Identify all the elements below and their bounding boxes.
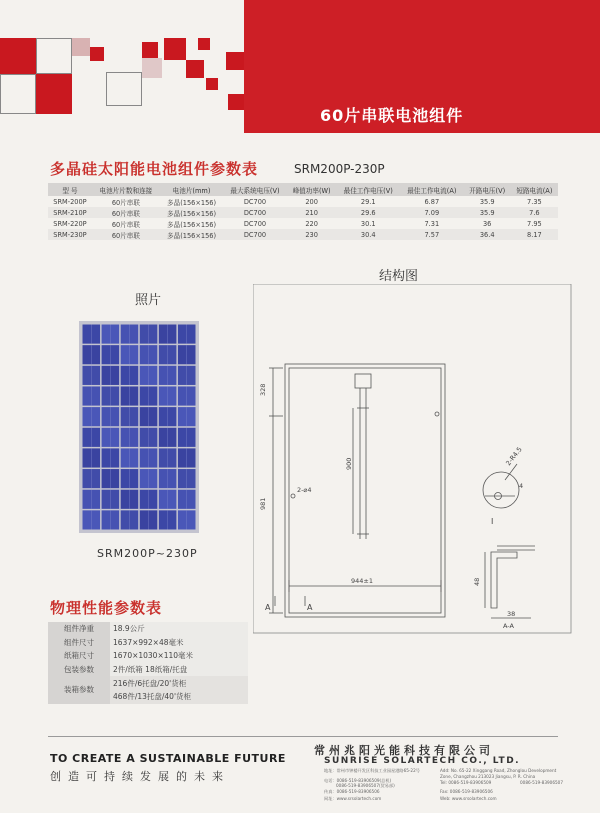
detail-roman: I: [491, 517, 494, 526]
deco-square: [142, 58, 162, 78]
dim-981: 981: [259, 497, 267, 510]
table-cell: 30.4: [336, 229, 400, 240]
table-row: [48, 229, 558, 240]
table-cell: 多晶(156×156): [167, 198, 217, 207]
col-header: 最大系统电压(V): [223, 183, 287, 196]
tel-en-2: 0086-519-83906507: [520, 780, 563, 785]
tel-en: Tel: 0086-519-83906509: [440, 780, 492, 785]
fax-en: Fax: 0086-519-83906506: [440, 789, 493, 794]
table-cell: SRM-230P: [48, 229, 92, 240]
table-cell: 36: [482, 219, 492, 228]
deco-square: [228, 94, 244, 110]
address-en: Add: No. 65-22 Xinggang Road, Zhonglou Development: [440, 768, 557, 773]
footer-divider: [48, 736, 558, 737]
dim-38: 38: [507, 610, 516, 618]
table-cell: 多晶(156×156): [160, 229, 223, 240]
table-cell: 29.6: [336, 207, 400, 218]
mount-hole: [435, 412, 439, 416]
dim-900: 900: [345, 457, 353, 470]
table-cell: DC700: [223, 207, 287, 218]
params-table: [48, 183, 558, 240]
photo-label: 照片: [135, 293, 162, 308]
col-header: 最佳工作电流(A): [400, 183, 464, 196]
drawing-frame: [253, 284, 571, 633]
solar-panel-photo: [79, 321, 199, 533]
table-cell: 200: [305, 197, 318, 206]
table-cell: SRM-210P: [48, 207, 92, 218]
deco-square: [72, 38, 90, 56]
section-a-right: A: [307, 603, 313, 612]
table-cell: 210: [287, 207, 337, 218]
dim-48: 48: [473, 577, 481, 586]
table-row: [48, 649, 248, 663]
section-a-left: A: [265, 603, 271, 612]
col-header: 型 号: [48, 183, 92, 196]
table-cell: DC700: [243, 219, 267, 228]
table-cell: 30.1: [360, 219, 376, 228]
col-header: 开路电压(V): [464, 183, 511, 196]
phys-key: 组件尺寸: [48, 636, 110, 650]
table-row: [48, 676, 248, 690]
phys-value: 468件/13托盘/40'货柜: [110, 690, 248, 704]
params-title: 多晶硅太阳能电池组件参数表: [50, 160, 259, 178]
table-cell: 230: [287, 229, 337, 240]
table-cell: 35.9: [479, 197, 495, 206]
physical-table: [48, 622, 248, 704]
table-cell: 多晶(156×156): [160, 207, 223, 218]
detail-circle: [483, 472, 519, 508]
address-cn: 地址：常州市钟楼开发区科技工业园星港路65-22号: [324, 768, 420, 773]
table-cell: 60片串联: [111, 220, 140, 229]
table-cell: DC700: [243, 197, 267, 206]
dim-radius: 2-R4.5: [504, 445, 524, 468]
photo-caption: SRM200P~230P: [97, 547, 198, 560]
table-cell: 7.35: [527, 197, 542, 206]
structure-label: 结构图: [379, 269, 419, 284]
junction-box: [355, 374, 371, 388]
col-header: 电池片片数和连接: [92, 183, 160, 196]
phys-key: 组件净重: [48, 622, 110, 636]
table-cell: 8.17: [511, 229, 558, 240]
web-cn: 网址：www.srsolartech.com: [324, 796, 382, 801]
fax-cn: 传真：0086-519-83906506: [324, 789, 380, 794]
deco-square: [90, 47, 104, 61]
slogan-chinese: 创造可持续发展的未来: [50, 770, 230, 783]
phys-value: 1637×992×48毫米: [110, 636, 248, 650]
table-cell: 多晶(156×156): [167, 220, 217, 229]
tel-cn: 电话：0086-519-83906509(总机): [324, 778, 392, 783]
table-cell: SRM-220P: [53, 219, 87, 228]
phys-key: 包装参数: [48, 663, 110, 677]
table-cell: SRM-200P: [53, 197, 87, 206]
table-row: [48, 636, 248, 650]
phys-value: 18.9公斤: [110, 622, 248, 636]
table-cell: 60片串联: [92, 207, 160, 218]
deco-square: [164, 38, 186, 60]
dim-hole: 2-⌀4: [297, 486, 312, 494]
table-row: [48, 207, 558, 218]
table-cell: DC700: [223, 229, 287, 240]
model-range: SRM200P-230P: [294, 162, 385, 176]
address-en-2: Zone, Changzhou 213023 Jiangsu, P. R. China: [440, 774, 536, 779]
table-row: [48, 218, 558, 229]
dim-4: 4: [519, 482, 524, 490]
deco-square: [142, 42, 158, 58]
deco-square: [0, 38, 36, 74]
frame-profile: [491, 552, 517, 608]
deco-square: [206, 78, 218, 90]
phys-key: 纸箱尺寸: [48, 649, 110, 663]
table-cell: 7.95: [527, 219, 542, 228]
physical-title: 物理性能参数表: [50, 599, 163, 617]
deco-square: [36, 38, 72, 74]
dim-328: 328: [259, 383, 267, 396]
tel-cn-2: 0086-519-83906507(贸易部): [336, 783, 395, 788]
col-header: 最佳工作电压(V): [336, 183, 400, 196]
company-name-chinese: 常州兆阳光能科技有限公司: [314, 744, 494, 757]
table-cell: 7.31: [424, 219, 440, 228]
solar-panel-image: [81, 323, 197, 531]
deco-square: [36, 74, 72, 114]
company-name-english: SUNRISE SOLARTECH CO., LTD.: [324, 756, 521, 766]
deco-square: [186, 60, 204, 78]
table-cell: 60片串联: [111, 198, 140, 207]
table-cell: 35.9: [464, 207, 511, 218]
banner-title: 60片串联电池组件: [320, 106, 464, 125]
phys-key: 装箱参数: [48, 676, 110, 703]
table-cell: 7.57: [400, 229, 464, 240]
phys-value: 216件/6托盘/20'货柜: [110, 676, 248, 690]
web-en: Web: www.srsolartech.com: [440, 796, 497, 801]
table-cell: 60片串联: [92, 229, 160, 240]
col-header: 短路电流(A): [511, 183, 558, 196]
table-cell: 36.4: [464, 229, 511, 240]
table-cell: 29.1: [360, 197, 376, 206]
phys-value: 1670×1030×110毫米: [110, 649, 248, 663]
deco-square: [0, 74, 36, 114]
col-header: 电池片(mm): [160, 183, 223, 196]
table-row: [48, 663, 248, 677]
params-header-row: [48, 183, 558, 196]
phys-value: 2件/纸箱 18纸箱/托盘: [110, 663, 248, 677]
table-cell: 7.6: [511, 207, 558, 218]
section-aa: A-A: [503, 622, 514, 630]
col-header: 峰值功率(W): [287, 183, 337, 196]
deco-square: [226, 52, 244, 70]
table-row: [48, 196, 558, 207]
dim-944: 944±1: [351, 577, 373, 585]
table-cell: 220: [305, 219, 318, 228]
table-cell: 7.09: [400, 207, 464, 218]
mount-hole: [291, 494, 295, 498]
deco-square: [198, 38, 210, 50]
deco-square: [106, 72, 142, 106]
structure-drawing: [253, 284, 573, 634]
slogan-english: TO CREATE A SUSTAINABLE FUTURE: [50, 752, 286, 765]
table-cell: 6.87: [424, 197, 440, 206]
table-row: [48, 622, 248, 636]
